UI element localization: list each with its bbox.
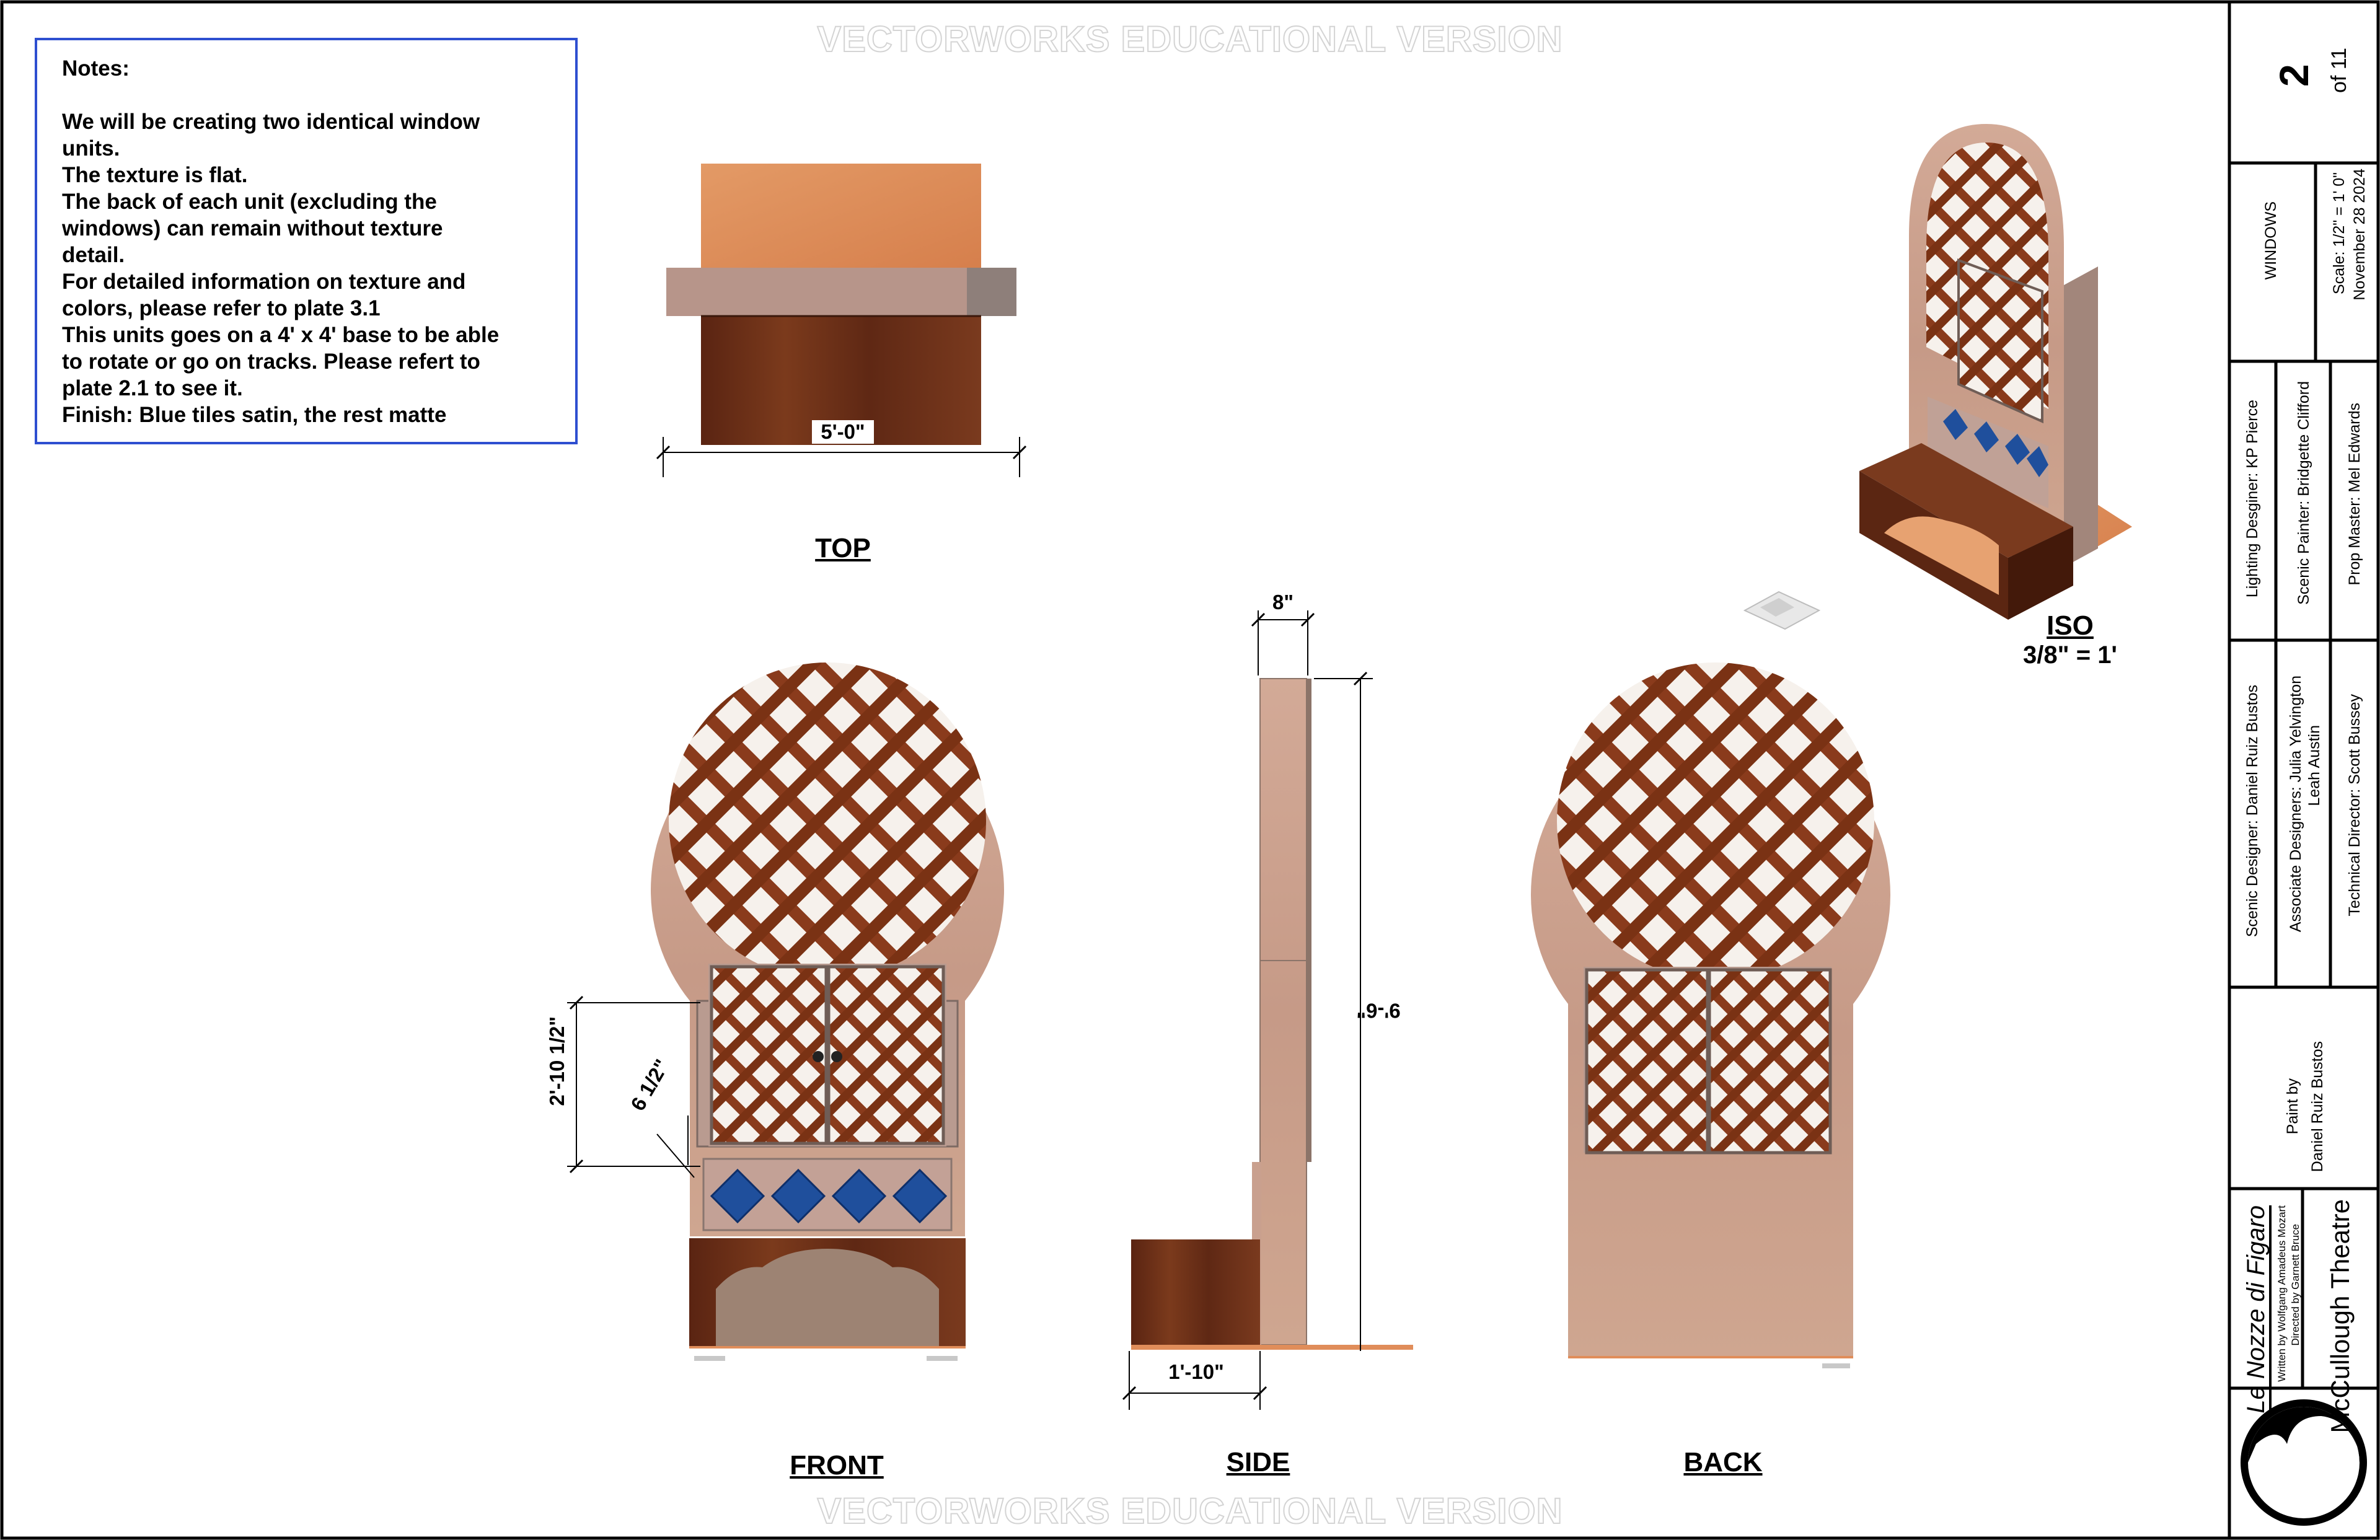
view-label-top: TOP: [815, 533, 871, 563]
lighting-designer: Lighting Desginer: KP Pierce: [2244, 400, 2261, 598]
view-label-front: FRONT: [790, 1450, 884, 1481]
directed-by: Directed by Garnett Bruce: [2290, 1224, 2301, 1346]
technical-director: Technical Director: Scott Bussey: [2346, 694, 2363, 917]
written-by: Written by Wolfgang Amadeus Mozart: [2276, 1205, 2288, 1382]
front-view: [567, 662, 1004, 1361]
back-window-left: [1587, 970, 1708, 1153]
top-view-frame: [666, 268, 1016, 316]
date-text: November 28 2024: [2351, 169, 2368, 301]
top-view-frame-shade: [967, 268, 1016, 316]
notes-line: The back of each unit (excluding the: [62, 190, 437, 214]
notes-line: For detailed information on texture and: [62, 270, 466, 294]
prop-master: Prop Master: Mel Edwards: [2346, 403, 2363, 586]
drawing-title: WINDOWS: [2262, 201, 2280, 280]
small-plan-symbol: [1745, 592, 1819, 629]
show-title: Le Nozze di Figaro: [2242, 1205, 2270, 1414]
watermark-top: VECTORWORKS EDUCATIONAL VERSION: [817, 19, 1563, 59]
notes-heading: Notes:: [62, 56, 130, 81]
iso-scale: 3/8" = 1': [2023, 641, 2117, 669]
watermark-bottom: VECTORWORKS EDUCATIONAL VERSION: [817, 1491, 1563, 1531]
view-label-iso: ISO: [2047, 610, 2094, 641]
paint-by-name: Daniel Ruiz Bustos: [2309, 1041, 2326, 1173]
dim-side-depth: 8": [1272, 591, 1294, 614]
notes-line: plate 2.1 to see it.: [62, 376, 243, 400]
top-view-plaster-top: [701, 164, 981, 269]
dim-top-width: 5'-0": [812, 420, 874, 444]
associate-designers-2: Leah Austin: [2306, 725, 2323, 806]
notes-line: The texture is flat.: [62, 163, 248, 187]
dim-side-base: 1'-10": [1168, 1360, 1224, 1383]
dim-front-tile-band: 6 1/2": [626, 1055, 674, 1115]
view-label-back: BACK: [1683, 1447, 1763, 1477]
plate-of: of 11: [2327, 47, 2351, 93]
notes-line: Finish: Blue tiles satin, the rest matte: [62, 403, 447, 427]
back-window-right: [1709, 970, 1830, 1153]
plate-number: 2: [2271, 64, 2317, 87]
notes-line: We will be creating two identical window: [62, 110, 480, 134]
notes-line: windows) can remain without texture: [62, 216, 443, 240]
notes-line: to rotate or go on tracks. Please refert to: [62, 350, 480, 374]
back-view: [1531, 662, 1890, 1368]
notes-line: This units goes on a 4' x 4' base to be able: [62, 323, 500, 347]
view-label-side: SIDE: [1226, 1447, 1290, 1477]
notes-line: colors, please refer to plate 3.1: [62, 296, 381, 320]
iso-view: [1859, 124, 2132, 620]
dim-front-window-height: 2'-10 1/2": [545, 1016, 568, 1106]
dim-side-height: 9'-6": [1356, 999, 1401, 1023]
side-wood-base: [1131, 1239, 1260, 1345]
front-window-left: [712, 967, 826, 1143]
notes-box: [35, 38, 578, 444]
front-window-right: [829, 967, 943, 1143]
theatre-name: McCullough Theatre: [2325, 1199, 2355, 1433]
paint-by-label: Paint by: [2284, 1078, 2301, 1135]
scenic-painter: Scenic Painter: Bridgette Clifford: [2295, 381, 2312, 605]
notes-line: detail.: [62, 243, 125, 267]
scale-text: Scale: 1/2" = 1' 0": [2330, 172, 2348, 294]
scenic-designer: Scenic Designer: Daniel Ruiz Bustos: [2244, 685, 2261, 938]
associate-designers-1: Associate Designers: Julia Yelvington: [2287, 675, 2304, 933]
notes-line: units.: [62, 136, 120, 161]
